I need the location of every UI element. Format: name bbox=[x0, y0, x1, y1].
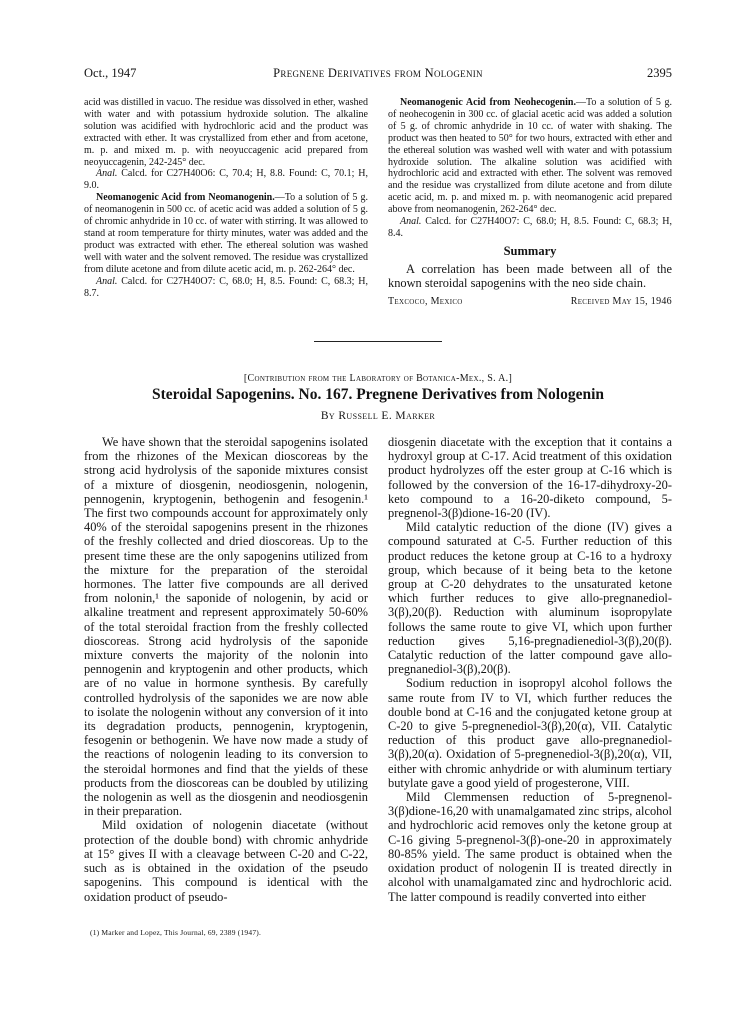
signature-line bbox=[388, 296, 672, 308]
main-right-column bbox=[388, 435, 672, 904]
section-paragraph bbox=[84, 192, 368, 275]
running-title: Pregnene Derivatives from Nologenin bbox=[273, 66, 483, 80]
section-heading: Neomanogenic Acid from Neomanogenin. bbox=[96, 192, 275, 204]
summary-text: A correlation has been made between all of the known steroidal sapogenins with the neo side chain. bbox=[388, 261, 672, 290]
footnote: (1) Marker and Lopez, This Journal, 69, 2389 (1947). bbox=[90, 928, 262, 937]
anal-text: Calcd. for C27H40O7: C, 68.0; H, 8.5. Found: C, 68.3; H, 8.4. bbox=[388, 216, 673, 239]
signature-location: Texcoco, Mexico bbox=[388, 296, 463, 308]
contribution-line: [Contribution from the Laboratory of Botanica-Mex., S. A.] bbox=[243, 373, 513, 384]
main-left-column bbox=[84, 435, 368, 904]
anal-label: Anal. bbox=[96, 275, 118, 287]
section-heading: Neomanogenic Acid from Neohecogenin. bbox=[400, 97, 576, 108]
paragraph: acid was distilled in vacuo. The residue was dissolved in ether, washed with water and with potassium hydroxide solution. The alkaline solution was acidified with hydrochloric acid and the product was extracted with ether. It was crystallized from ether and from acetone, m. p. and mixed m. p. with neoyuccagenic acid prepared from neoyuccagenin, 242-245° dec. bbox=[84, 97, 368, 168]
section-paragraph bbox=[388, 97, 672, 216]
analysis-line bbox=[84, 276, 368, 300]
paragraph: Mild Clemmensen reduction of 5-pregnenol-3(β)dione-16,20 with unamalgamated zinc strips, alcohol and hydrochloric acid removes only the ketone group at C-16 giving 5-pregnenol-3(β)-one-20 in approximately 80-85% yield. The same product is obtained when the oxidation product of nologenin II is treated directly in alcohol with unamalgamated zinc and hydrochloric acid. The latter compound is readily converted into either bbox=[388, 790, 672, 904]
section-divider bbox=[314, 341, 442, 342]
paragraph: Sodium reduction in isopropyl alcohol follows the same route from IV to VI, which further reduces the double bond at C-16 and the conjugated ketone group at C-20 to give 5-pregnenediol-3(β),20(α), VII. Catalytic reduction of this product gave allo-pregnanediol-3(β),20(α). Oxidation of 5-pregnenediol-3(β),20(α), VII, either with chromic anhydride or with aluminum tertiary butylate gave a good yield of progesterone, VIII. bbox=[388, 676, 672, 790]
top-right-column bbox=[388, 97, 672, 308]
anal-text: Calcd. for C27H40O7: C, 68.0; H, 8.5. Found: C, 68.3; H, 8.7. bbox=[84, 275, 369, 299]
page-number: 2395 bbox=[647, 66, 672, 80]
byline: By Russell E. Marker bbox=[320, 410, 436, 422]
paragraph: diosgenin diacetate with the exception that it contains a hydroxyl group at C-17. Acid treatment of this oxidation product hydrolyzes off the ester group at C-16 which is followed by the conversion of the 16-17-dihydroxy-20-keto compound to a 16-20-diketo compound, 5-pregnenol-3(β)dione-16-20 (IV). bbox=[388, 435, 672, 521]
received-date: Received May 15, 1946 bbox=[570, 296, 672, 308]
paragraph: We have shown that the steroidal sapogenins isolated from the rhizones of the Mexican dioscoreas by the strong acid hydrolysis of the saponide mixtures consist of a mixture of diosgenin, neodiosgenin, nologenin, pennogenin, kryptogenin, bethogenin and fesogenin.¹ The first two compounds account for approximately only 40% of the steroidal sapogenins present in the rhizones of the freshly collected and dried dioscoreas. Up to the present time these are the only sapogenins utilized from the mixture for the preparation of the steroidal hormones. The latter five compounds are all derived from nolonin,¹ the saponide of nologenin, by acid or alkaline treatment and represent approximately 50-60% of the total steroidal fraction from the freshly collected dioscoreas. Strong acid hydrolysis of the saponide mixture converts the majority of the nolonin into pennogenin and kryptogenin and other products, which are of no value in hormone synthesis. By carefully controlled hydrolysis of the saponides we are now able to isolate the nologenin without any conversion of it into its degradation products, pennogenin, kryptogenin, fesogenin or bethogenin. We have now made a study of the reactions of nologenin leading to its conversion to the steroidal hormones and find that the yields of these products from the dioscoreas can be doubled by utilizing the nologenin as well as the diosgenin and neodiosgenin in their preparation. bbox=[84, 435, 368, 819]
header-date: Oct., 1947 bbox=[84, 66, 137, 80]
anal-label: Anal. bbox=[400, 216, 422, 228]
analysis-line bbox=[388, 216, 672, 240]
top-left-column bbox=[84, 97, 368, 299]
analysis-line bbox=[84, 168, 368, 192]
article-title: Steroidal Sapogenins. No. 167. Pregnene Derivatives from Nologenin bbox=[151, 386, 605, 403]
section-text: —To a solution of 5 g. of neomanogenin in 500 cc. of acetic acid was added a solution of 5 g. of chromic anhydride in 10 cc. of water with stirring. It was allowed to stand at room temperature for thirty minutes, water was added and the product was extracted with ether. The ethereal solution was washed well with water and the solvent removed. The residue was crystallized from dilute acetone and from dilute acetic acid, m. p. 262-264° dec. bbox=[84, 192, 369, 275]
page-header bbox=[84, 66, 672, 82]
summary-heading: Summary bbox=[503, 243, 557, 258]
paragraph: Mild catalytic reduction of the dione (IV) gives a compound saturated at C-5. Further reduction of this product reduces the ketone group at C-16 to a hydroxy group, which because of it being beta to the ketone group at C-20 dehydrates to the unsaturated ketone which further reduces to give allo-pregnanediol-3(β),20(β). Reduction with aluminum isopropylate follows the same route to give VI, which upon further reduction gives 5,16-pregnadienediol-3(β),20(β). Catalytic reduction of the latter compound gave allo-pregnanediol-3(β),20(β). bbox=[388, 520, 672, 677]
section-text: —To a solution of 5 g. of neohecogenin in 300 cc. of glacial acetic acid was added a solution of 5 g. of chromic anhydride in 10 cc. of water with shaking. The product was then heated to 50° for two hours, extracted with ether and the ethereal solution was washed well with water and with potassium hydroxide solution. The alkaline solution was acidified with hydrochloric acid and extracted with ether. The solvent was removed and the residue was crystallized from dilute acetone and from dilute acetic acid, m. p. and mixed m. p. with neomanogenic acid prepared above from neomanogenin, 262-264° dec. bbox=[388, 97, 673, 216]
anal-label: Anal. bbox=[96, 168, 118, 180]
paragraph: Mild oxidation of nologenin diacetate (without protection of the double bond) with chromic anhydride at 15° gives II with a cleavage between C-20 and C-22, such as is obtained in the oxidation of the pseudo sapogenins. This compound is identical with the oxidation product of pseudo- bbox=[84, 818, 368, 904]
anal-text: Calcd. for C27H40O6: C, 70.4; H, 8.8. Found: C, 70.1; H, 9.0. bbox=[84, 168, 369, 192]
